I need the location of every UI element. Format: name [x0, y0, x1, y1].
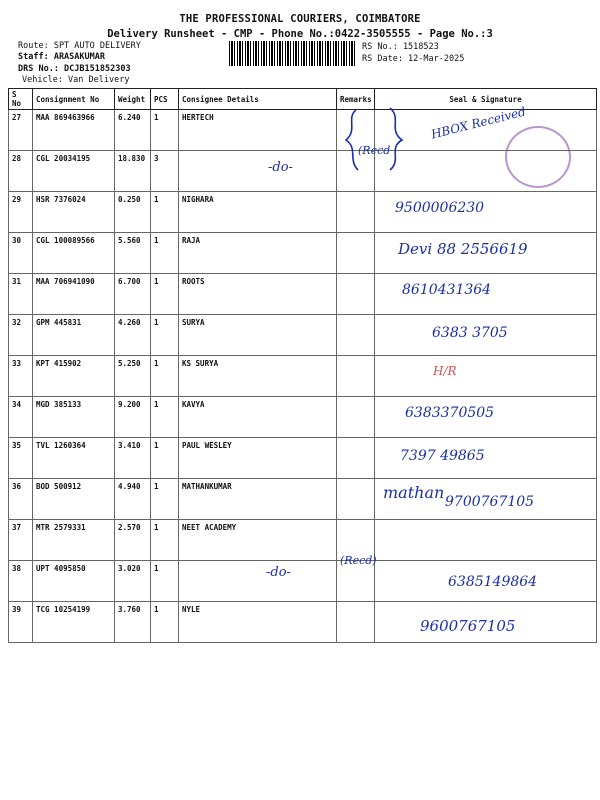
- handwritten-name-37: mathan: [383, 483, 445, 502]
- remarks-cell: [337, 274, 375, 315]
- consignment-cell: GPM 445831: [33, 315, 115, 356]
- barcode-image: [229, 41, 355, 66]
- vehicle-info: Vehicle: Van Delivery: [22, 75, 130, 85]
- consignment-cell: KPT 415902: [33, 356, 115, 397]
- handwritten-hr-mark: H/R: [433, 364, 457, 378]
- consignee-cell: ROOTS: [179, 274, 337, 315]
- table-row: [9, 192, 597, 233]
- handwritten-do-mark-2: -do-: [266, 565, 291, 580]
- handwritten-received: (Recd: [358, 144, 391, 157]
- handwritten-recd-2: (Recd): [340, 554, 377, 567]
- remarks-cell: [337, 356, 375, 397]
- weight-cell: 5.560: [115, 233, 151, 274]
- col-header-sno: S No: [9, 89, 33, 110]
- staff-info: Staff: ARASAKUMAR: [18, 52, 105, 62]
- signature-cell: [375, 397, 597, 438]
- pcs-cell: 1: [151, 233, 179, 274]
- sno-cell: 32: [9, 315, 33, 356]
- consignment-cell: TVL 1260364: [33, 438, 115, 479]
- signature-cell: [375, 561, 597, 602]
- signature-cell: [375, 602, 597, 643]
- pcs-cell: 1: [151, 356, 179, 397]
- consignee-cell: HERTECH: [179, 110, 337, 151]
- consignment-cell: HSR 7376024: [33, 192, 115, 233]
- table-header-row: [9, 89, 597, 110]
- runsheet-subtitle: Delivery Runsheet - CMP - Phone No.:0422-3505555 - Page No.:3: [107, 28, 493, 40]
- remarks-cell: [337, 397, 375, 438]
- remarks-cell: [337, 192, 375, 233]
- pcs-cell: 1: [151, 479, 179, 520]
- sno-cell: 34: [9, 397, 33, 438]
- signature-cell: [375, 233, 597, 274]
- seal-stamp: [505, 126, 571, 188]
- drs-number: DRS No.: DCJB151852303: [18, 64, 131, 74]
- remarks-cell: [337, 438, 375, 479]
- weight-cell: 3.410: [115, 438, 151, 479]
- sno-cell: 35: [9, 438, 33, 479]
- consignee-cell: NYLE: [179, 602, 337, 643]
- remarks-cell: [337, 520, 375, 561]
- table-row: [9, 397, 597, 438]
- consignment-cell: MTR 2579331: [33, 520, 115, 561]
- handwritten-phone-39: 9600767105: [420, 617, 516, 635]
- sno-cell: 30: [9, 233, 33, 274]
- company-title: THE PROFESSIONAL COURIERS, COIMBATORE: [179, 13, 421, 25]
- pcs-cell: 1: [151, 438, 179, 479]
- handwritten-phone-29: 9500006230: [395, 200, 485, 216]
- signature-cell: [375, 438, 597, 479]
- handwritten-phone-37: 9700767105: [445, 494, 535, 510]
- table-row: [9, 438, 597, 479]
- weight-cell: 3.760: [115, 602, 151, 643]
- rs-number: RS No.: 1518523: [362, 42, 439, 52]
- consignment-cell: UPT 4095850: [33, 561, 115, 602]
- consignee-cell: NEET ACADEMY: [179, 520, 337, 561]
- sno-cell: 28: [9, 151, 33, 192]
- rs-date: RS Date: 12-Mar-2025: [362, 54, 465, 64]
- table-row: [9, 356, 597, 397]
- col-header-weight: Weight: [115, 89, 151, 110]
- handwritten-phone-31: 8610431364: [402, 282, 492, 298]
- consignment-cell: MAA 706941090: [33, 274, 115, 315]
- signature-cell: [375, 192, 597, 233]
- weight-cell: 2.570: [115, 520, 151, 561]
- table-row: [9, 520, 597, 561]
- weight-cell: 6.700: [115, 274, 151, 315]
- sno-cell: 27: [9, 110, 33, 151]
- remarks-cell: [337, 110, 375, 151]
- weight-cell: 4.940: [115, 479, 151, 520]
- remarks-cell: [337, 315, 375, 356]
- handwritten-phone-30: Devi 88 2556619: [398, 240, 528, 258]
- consignee-cell: [179, 561, 337, 602]
- pcs-cell: 1: [151, 110, 179, 151]
- handwritten-phone-36: 7397 49865: [400, 448, 485, 464]
- weight-cell: 3.020: [115, 561, 151, 602]
- consignment-cell: TCG 10254199: [33, 602, 115, 643]
- pcs-cell: 1: [151, 520, 179, 561]
- table-row: [9, 315, 597, 356]
- sno-cell: 36: [9, 479, 33, 520]
- sno-cell: 33: [9, 356, 33, 397]
- consignment-cell: CGL 20034195: [33, 151, 115, 192]
- consignee-cell: MATHANKUMAR: [179, 479, 337, 520]
- consignment-cell: BOD 500912: [33, 479, 115, 520]
- signature-cell: [375, 520, 597, 561]
- remarks-cell: [337, 479, 375, 520]
- handwritten-phone-38: 6385149864: [448, 574, 538, 590]
- signature-cell: [375, 315, 597, 356]
- consignee-cell: NIGHARA: [179, 192, 337, 233]
- remarks-cell: [337, 233, 375, 274]
- consignee-cell: KAVYA: [179, 397, 337, 438]
- pcs-cell: 1: [151, 315, 179, 356]
- sno-cell: 29: [9, 192, 33, 233]
- signature-cell: [375, 356, 597, 397]
- sno-cell: 37: [9, 520, 33, 561]
- col-header-consignee: Consignee Details: [179, 89, 337, 110]
- signature-cell: [375, 274, 597, 315]
- col-header-remarks: Remarks: [337, 89, 375, 110]
- col-header-consignment: Consignment No: [33, 89, 115, 110]
- consignee-cell: PAUL WESLEY: [179, 438, 337, 479]
- pcs-cell: 3: [151, 151, 179, 192]
- pcs-cell: 1: [151, 397, 179, 438]
- handwritten-phone-32: 6383 3705: [432, 325, 508, 341]
- pcs-cell: 1: [151, 274, 179, 315]
- remarks-cell: [337, 561, 375, 602]
- weight-cell: 4.260: [115, 315, 151, 356]
- weight-cell: 5.250: [115, 356, 151, 397]
- consignee-cell: SURYA: [179, 315, 337, 356]
- pcs-cell: 1: [151, 602, 179, 643]
- consignee-cell: RAJA: [179, 233, 337, 274]
- consignee-cell: [179, 151, 337, 192]
- route-info: Route: SPT AUTO DELIVERY: [18, 41, 141, 51]
- table-row: [9, 561, 597, 602]
- sno-cell: 39: [9, 602, 33, 643]
- pcs-cell: 1: [151, 561, 179, 602]
- consignee-cell: KS SURYA: [179, 356, 337, 397]
- col-header-pcs: PCS: [151, 89, 179, 110]
- handwritten-box-received: HBOX Received: [429, 104, 528, 142]
- remarks-cell: [337, 151, 375, 192]
- weight-cell: 0.250: [115, 192, 151, 233]
- handwritten-phone-35: 6383370505: [405, 405, 495, 421]
- handwritten-do-mark: -do-: [268, 160, 293, 175]
- remarks-cell: [337, 602, 375, 643]
- consignment-cell: MGD 385133: [33, 397, 115, 438]
- consignment-cell: CGL 100089566: [33, 233, 115, 274]
- consignment-cell: MAA 869463966: [33, 110, 115, 151]
- table-row: [9, 602, 597, 643]
- table-row: [9, 479, 597, 520]
- sno-cell: 38: [9, 561, 33, 602]
- weight-cell: 6.240: [115, 110, 151, 151]
- signature-cell: [375, 479, 597, 520]
- sno-cell: 31: [9, 274, 33, 315]
- col-header-signature: Seal & Signature: [375, 89, 597, 110]
- weight-cell: 9.200: [115, 397, 151, 438]
- weight-cell: 18.830: [115, 151, 151, 192]
- pcs-cell: 1: [151, 192, 179, 233]
- table-row: [9, 274, 597, 315]
- table-row: [9, 233, 597, 274]
